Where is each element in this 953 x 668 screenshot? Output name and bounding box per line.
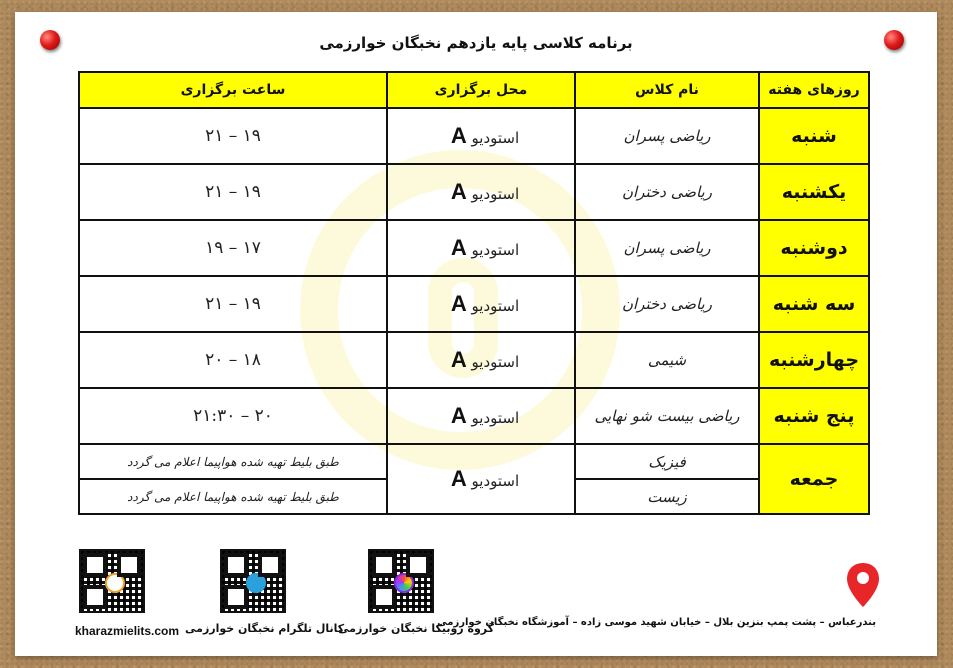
- venue-cell: [387, 164, 575, 220]
- venue-word: استودیو: [471, 353, 520, 371]
- class-cell: زیست: [575, 479, 759, 514]
- day-cell: یکشنبه: [759, 164, 869, 220]
- class-cell: ریاضی دختران: [575, 164, 759, 220]
- website-qr-code[interactable]: [79, 549, 145, 613]
- venue-cell: [387, 108, 575, 164]
- venue-letter: A: [450, 403, 467, 428]
- day-cell: شنبه: [759, 108, 869, 164]
- time-cell: ۲۰ – ۲۱:۳۰: [79, 388, 387, 444]
- table-row: [79, 108, 869, 164]
- class-cell: ریاضی دختران: [575, 276, 759, 332]
- header-day: روزهای هفته: [759, 72, 869, 108]
- rubika-caption: گروه روبیکا نخبگان خوارزمی: [338, 622, 495, 635]
- page-title: برنامه کلاسی پایه یازدهم نخبگان خوارزمی: [319, 34, 633, 52]
- table-row-friday: [79, 444, 869, 479]
- header-time: ساعت برگزاری: [79, 72, 387, 108]
- day-cell: جمعه: [759, 444, 869, 514]
- time-cell: ۱۹ – ۲۱: [79, 164, 387, 220]
- venue-letter: A: [450, 235, 467, 260]
- time-cell: ۱۹ – ۲۱: [79, 276, 387, 332]
- time-cell: ۱۷ – ۱۹: [79, 220, 387, 276]
- table-row: [79, 332, 869, 388]
- venue-letter: A: [450, 123, 467, 148]
- day-cell: پنج شنبه: [759, 388, 869, 444]
- venue-word: استودیو: [471, 472, 520, 490]
- venue-cell: [387, 276, 575, 332]
- day-cell: سه شنبه: [759, 276, 869, 332]
- class-cell: شیمی: [575, 332, 759, 388]
- telegram-qr-code[interactable]: [220, 549, 286, 613]
- schedule-table: [78, 71, 870, 515]
- table-row: [79, 388, 869, 444]
- venue-cell: [387, 444, 575, 514]
- venue-letter: A: [450, 291, 467, 316]
- venue-word: استودیو: [471, 297, 520, 315]
- header-class: نام کلاس: [575, 72, 759, 108]
- venue-letter: A: [450, 466, 467, 491]
- venue-word: استودیو: [471, 129, 520, 147]
- venue-letter: A: [450, 179, 467, 204]
- website-link[interactable]: kharazmielits.com: [75, 624, 180, 638]
- table-row: [79, 276, 869, 332]
- day-cell: دوشنبه: [759, 220, 869, 276]
- class-cell: فیزیک: [575, 444, 759, 479]
- time-cell: طبق بلیط تهیه شده هواپیما اعلام می گردد: [79, 444, 387, 479]
- table-row: [79, 164, 869, 220]
- class-cell: ریاضی پسران: [575, 108, 759, 164]
- venue-cell: [387, 220, 575, 276]
- table-header-row: [79, 72, 869, 108]
- time-cell: ۱۹ – ۲۱: [79, 108, 387, 164]
- table-row: [79, 220, 869, 276]
- venue-word: استودیو: [471, 241, 520, 259]
- header-venue: محل برگزاری: [387, 72, 575, 108]
- rubika-qr-code[interactable]: [368, 549, 434, 613]
- address-text: بندرعباس – پشت پمپ بنزین بلال – خیابان شهید موسی زاده – آموزشگاه نخبگان خوارزمی: [437, 617, 876, 628]
- day-cell: چهارشنبه: [759, 332, 869, 388]
- venue-word: استودیو: [471, 409, 520, 427]
- venue-letter: A: [450, 347, 467, 372]
- class-cell: ریاضی بیست شو نهایی: [575, 388, 759, 444]
- location-pin-icon: [845, 561, 881, 609]
- venue-cell: [387, 388, 575, 444]
- venue-word: استودیو: [471, 185, 520, 203]
- class-cell: ریاضی پسران: [575, 220, 759, 276]
- time-cell: طبق بلیط تهیه شده هواپیما اعلام می گردد: [79, 479, 387, 514]
- time-cell: ۱۸ – ۲۰: [79, 332, 387, 388]
- telegram-caption: کانال تلگرام نخبگان خوارزمی: [185, 622, 345, 635]
- venue-cell: [387, 332, 575, 388]
